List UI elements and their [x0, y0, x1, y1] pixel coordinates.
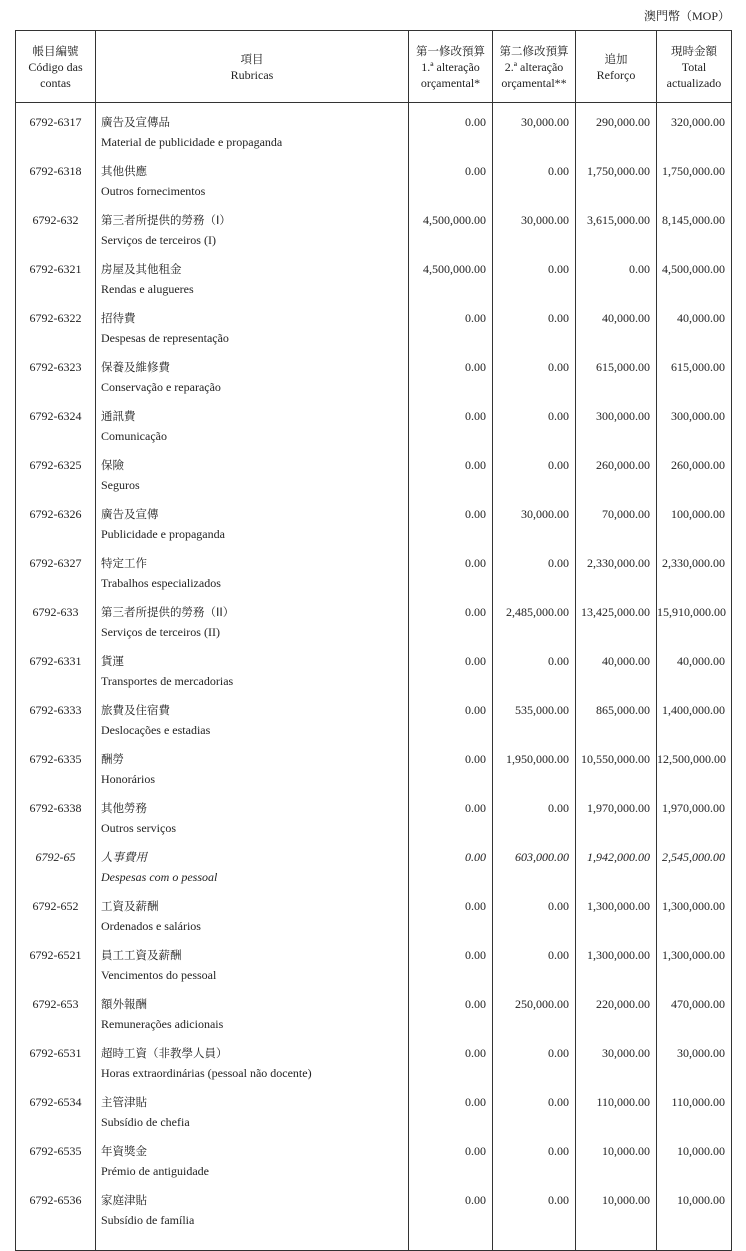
- alteration-2-value: 535,000.00: [493, 691, 576, 740]
- table-row: [16, 495, 732, 544]
- account-code: 6792-6335: [16, 740, 96, 789]
- table-row: [16, 887, 732, 936]
- rubric-pt: Despesas com o pessoal: [101, 870, 218, 884]
- rubric-zh: 其他勞務: [101, 801, 147, 815]
- rubric-zh: 保險: [101, 458, 124, 472]
- account-code: 6792-6535: [16, 1132, 96, 1181]
- table-row: [16, 789, 732, 838]
- reforco-value: 290,000.00: [576, 103, 657, 153]
- alteration-1-value: 0.00: [409, 544, 493, 593]
- alteration-1-value: 0.00: [409, 593, 493, 642]
- rubric-pt: Subsídio de família: [101, 1213, 195, 1227]
- rubric-cell: [96, 740, 409, 789]
- alteration-1-value: 0.00: [409, 985, 493, 1034]
- reforco-value: 1,750,000.00: [576, 152, 657, 201]
- rubric-cell: [96, 1083, 409, 1132]
- table-row: [16, 103, 732, 153]
- rubric-cell: [96, 250, 409, 299]
- account-code: 6792-6317: [16, 103, 96, 153]
- header-total-zh: 現時金額: [671, 43, 717, 58]
- rubric-zh: 房屋及其他租金: [101, 262, 182, 276]
- account-code: 6792-6323: [16, 348, 96, 397]
- header-alt1: [409, 31, 493, 103]
- reforco-value: 110,000.00: [576, 1083, 657, 1132]
- rubric-cell: [96, 1181, 409, 1230]
- alteration-1-value: 0.00: [409, 789, 493, 838]
- total-value: 470,000.00: [657, 985, 732, 1034]
- header-code-zh: 帳目編號: [32, 43, 79, 58]
- reforco-value: 10,000.00: [576, 1181, 657, 1230]
- total-value: 40,000.00: [657, 299, 732, 348]
- account-code: 6792-6321: [16, 250, 96, 299]
- rubric-pt: Conservação e reparação: [101, 380, 221, 394]
- alteration-2-value: 0.00: [493, 1083, 576, 1132]
- reforco-value: 1,300,000.00: [576, 936, 657, 985]
- reforco-value: 220,000.00: [576, 985, 657, 1034]
- alteration-2-value: 0.00: [493, 1181, 576, 1230]
- alteration-1-value: 0.00: [409, 348, 493, 397]
- table-row: [16, 348, 732, 397]
- rubric-zh: 保養及維修費: [101, 360, 170, 374]
- rubric-pt: Remunerações adicionais: [101, 1017, 224, 1031]
- total-value: 40,000.00: [657, 642, 732, 691]
- rubric-zh: 第三者所提供的勞務（I）: [101, 213, 231, 227]
- rubric-zh: 招待費: [101, 311, 136, 325]
- alteration-2-value: 0.00: [493, 250, 576, 299]
- total-value: 1,300,000.00: [657, 936, 732, 985]
- total-value: 260,000.00: [657, 446, 732, 495]
- rubric-pt: Subsídio de chefia: [101, 1115, 190, 1129]
- total-value: 12,500,000.00: [657, 740, 732, 789]
- rubric-pt: Serviços de terceiros (I): [101, 233, 216, 247]
- rubric-pt: Comunicação: [101, 429, 167, 443]
- reforco-value: 2,330,000.00: [576, 544, 657, 593]
- total-value: 100,000.00: [657, 495, 732, 544]
- rubric-zh: 主管津貼: [101, 1095, 147, 1109]
- header-reforco-zh: 追加: [604, 51, 628, 66]
- reforco-value: 0.00: [576, 250, 657, 299]
- alteration-1-value: 0.00: [409, 936, 493, 985]
- rubric-cell: [96, 1034, 409, 1083]
- table-row: [16, 642, 732, 691]
- reforco-value: 40,000.00: [576, 299, 657, 348]
- rubric-pt: Outros fornecimentos: [101, 184, 206, 198]
- rubric-cell: [96, 642, 409, 691]
- header-alt2-pt2: orçamental**: [501, 75, 567, 90]
- rubric-cell: [96, 103, 409, 153]
- rubric-zh: 人事費用: [101, 850, 147, 864]
- account-code: 6792-6534: [16, 1083, 96, 1132]
- table-body: [16, 103, 732, 1251]
- reforco-value: 1,300,000.00: [576, 887, 657, 936]
- reforco-value: 260,000.00: [576, 446, 657, 495]
- account-code: 6792-6324: [16, 397, 96, 446]
- alteration-2-value: 250,000.00: [493, 985, 576, 1034]
- total-value: 10,000.00: [657, 1132, 732, 1181]
- table-row: [16, 1132, 732, 1181]
- rubric-zh: 貨運: [101, 654, 124, 668]
- rubric-cell: [96, 936, 409, 985]
- rubric-cell: [96, 691, 409, 740]
- rubric-zh: 旅費及住宿費: [101, 703, 170, 717]
- table-row: [16, 201, 732, 250]
- table-bottom-band: [16, 1230, 732, 1251]
- rubric-pt: Seguros: [101, 478, 140, 492]
- header-alt2-pt1: 2.ª alteração: [504, 59, 564, 74]
- account-code: 6792-6521: [16, 936, 96, 985]
- table-row: [16, 985, 732, 1034]
- alteration-1-value: 0.00: [409, 887, 493, 936]
- rubric-cell: [96, 1132, 409, 1181]
- account-code: 6792-6536: [16, 1181, 96, 1230]
- rubric-pt: Despesas de representação: [101, 331, 229, 345]
- total-value: 15,910,000.00: [657, 593, 732, 642]
- alteration-1-value: 0.00: [409, 740, 493, 789]
- rubric-pt: Rendas e alugueres: [101, 282, 194, 296]
- header-code: [16, 31, 96, 103]
- reforco-value: 70,000.00: [576, 495, 657, 544]
- table-row: [16, 1034, 732, 1083]
- alteration-1-value: 0.00: [409, 838, 493, 887]
- reforco-value: 13,425,000.00: [576, 593, 657, 642]
- rubric-cell: [96, 299, 409, 348]
- reforco-value: 1,970,000.00: [576, 789, 657, 838]
- alteration-1-value: 0.00: [409, 1034, 493, 1083]
- rubric-zh: 第三者所提供的勞務（II）: [101, 605, 235, 619]
- alteration-1-value: 0.00: [409, 397, 493, 446]
- reforco-value: 300,000.00: [576, 397, 657, 446]
- rubric-cell: [96, 985, 409, 1034]
- reforco-value: 865,000.00: [576, 691, 657, 740]
- alteration-2-value: 0.00: [493, 544, 576, 593]
- alteration-2-value: 0.00: [493, 887, 576, 936]
- account-code: 6792-6325: [16, 446, 96, 495]
- alteration-2-value: 30,000.00: [493, 495, 576, 544]
- rubric-cell: [96, 397, 409, 446]
- table-row: [16, 838, 732, 887]
- table-row: [16, 250, 732, 299]
- table-row: [16, 299, 732, 348]
- rubric-cell: [96, 838, 409, 887]
- alteration-1-value: 0.00: [409, 103, 493, 153]
- rubric-cell: [96, 495, 409, 544]
- account-code: 6792-6331: [16, 642, 96, 691]
- total-value: 10,000.00: [657, 1181, 732, 1230]
- table-row: [16, 397, 732, 446]
- rubric-zh: 廣告及宣傳: [101, 507, 159, 521]
- table-row: [16, 936, 732, 985]
- header-reforco: [576, 31, 657, 103]
- alteration-2-value: 0.00: [493, 152, 576, 201]
- reforco-value: 1,942,000.00: [576, 838, 657, 887]
- account-code: 6792-6338: [16, 789, 96, 838]
- table-row: [16, 691, 732, 740]
- rubric-cell: [96, 446, 409, 495]
- alteration-2-value: 0.00: [493, 299, 576, 348]
- alteration-1-value: 0.00: [409, 1132, 493, 1181]
- total-value: 2,545,000.00: [657, 838, 732, 887]
- header-code-pt2: contas: [40, 75, 71, 90]
- rubric-zh: 酬勞: [101, 752, 124, 766]
- reforco-value: 615,000.00: [576, 348, 657, 397]
- rubric-zh: 家庭津貼: [101, 1193, 147, 1207]
- alteration-1-value: 0.00: [409, 446, 493, 495]
- rubric-zh: 額外報酬: [101, 997, 147, 1011]
- account-code: 6792-633: [16, 593, 96, 642]
- table-header-row: [16, 31, 732, 103]
- alteration-2-value: 30,000.00: [493, 103, 576, 153]
- total-value: 30,000.00: [657, 1034, 732, 1083]
- table-row: [16, 446, 732, 495]
- alteration-1-value: 0.00: [409, 642, 493, 691]
- header-code-pt1: Código das: [28, 59, 83, 74]
- reforco-value: 10,550,000.00: [576, 740, 657, 789]
- table-row: [16, 593, 732, 642]
- rubric-pt: Transportes de mercadorias: [101, 674, 234, 688]
- table-row: [16, 1181, 732, 1230]
- rubric-pt: Serviços de terceiros (II): [101, 625, 220, 639]
- rubric-zh: 超時工資（非教學人員）: [101, 1046, 228, 1060]
- alteration-2-value: 603,000.00: [493, 838, 576, 887]
- rubric-zh: 特定工作: [101, 556, 147, 570]
- reforco-value: 10,000.00: [576, 1132, 657, 1181]
- table-row: [16, 544, 732, 593]
- rubric-pt: Deslocações e estadias: [101, 723, 211, 737]
- alteration-1-value: 4,500,000.00: [409, 201, 493, 250]
- total-value: 4,500,000.00: [657, 250, 732, 299]
- rubric-zh: 廣告及宣傳品: [101, 115, 170, 129]
- header-alt1-pt2: orçamental*: [420, 75, 481, 90]
- rubric-pt: Material de publicidade e propaganda: [101, 135, 283, 149]
- rubric-pt: Prémio de antiguidade: [101, 1164, 209, 1178]
- rubric-zh: 年資獎金: [101, 1144, 147, 1158]
- account-code: 6792-653: [16, 985, 96, 1034]
- rubric-pt: Trabalhos especializados: [101, 576, 221, 590]
- table-row: [16, 152, 732, 201]
- alteration-1-value: 0.00: [409, 1083, 493, 1132]
- rubric-cell: [96, 789, 409, 838]
- rubric-cell: [96, 887, 409, 936]
- rubric-pt: Outros serviços: [101, 821, 176, 835]
- rubric-cell: [96, 152, 409, 201]
- account-code: 6792-6327: [16, 544, 96, 593]
- total-value: 1,750,000.00: [657, 152, 732, 201]
- table-row: [16, 1083, 732, 1132]
- total-value: 615,000.00: [657, 348, 732, 397]
- total-value: 2,330,000.00: [657, 544, 732, 593]
- header-alt1-pt1: 1.ª alteração: [421, 59, 480, 74]
- total-value: 8,145,000.00: [657, 201, 732, 250]
- alteration-2-value: 0.00: [493, 348, 576, 397]
- account-code: 6792-65: [16, 838, 96, 887]
- alteration-2-value: 0.00: [493, 936, 576, 985]
- alteration-1-value: 0.00: [409, 1181, 493, 1230]
- currency-note: 澳門幣（MOP）: [643, 9, 730, 23]
- total-value: 320,000.00: [657, 103, 732, 153]
- alteration-1-value: 0.00: [409, 495, 493, 544]
- alteration-2-value: 1,950,000.00: [493, 740, 576, 789]
- rubric-cell: [96, 544, 409, 593]
- alteration-1-value: 0.00: [409, 299, 493, 348]
- alteration-2-value: 0.00: [493, 1034, 576, 1083]
- alteration-1-value: 4,500,000.00: [409, 250, 493, 299]
- reforco-value: 3,615,000.00: [576, 201, 657, 250]
- account-code: 6792-6531: [16, 1034, 96, 1083]
- alteration-2-value: 30,000.00: [493, 201, 576, 250]
- reforco-value: 40,000.00: [576, 642, 657, 691]
- alteration-2-value: 0.00: [493, 1132, 576, 1181]
- alteration-2-value: 0.00: [493, 642, 576, 691]
- header-alt1-zh: 第一修改預算: [416, 43, 485, 58]
- total-value: 110,000.00: [657, 1083, 732, 1132]
- rubric-zh: 員工工資及薪酬: [101, 948, 182, 962]
- header-alt2: [493, 31, 576, 103]
- rubric-cell: [96, 201, 409, 250]
- alteration-2-value: 0.00: [493, 446, 576, 495]
- total-value: 1,300,000.00: [657, 887, 732, 936]
- rubric-pt: Publicidade e propaganda: [101, 527, 225, 541]
- rubric-pt: Honorários: [101, 772, 155, 786]
- alteration-1-value: 0.00: [409, 691, 493, 740]
- header-alt2-zh: 第二修改預算: [499, 43, 569, 58]
- header-rubric-zh: 項目: [240, 51, 264, 66]
- rubric-zh: 工資及薪酬: [101, 899, 159, 913]
- alteration-1-value: 0.00: [409, 152, 493, 201]
- rubric-zh: 通訊費: [101, 409, 136, 423]
- account-code: 6792-6333: [16, 691, 96, 740]
- reforco-value: 30,000.00: [576, 1034, 657, 1083]
- budget-table: [15, 30, 732, 1251]
- account-code: 6792-652: [16, 887, 96, 936]
- rubric-cell: [96, 593, 409, 642]
- rubric-zh: 其他供應: [101, 164, 147, 178]
- rubric-pt: Ordenados e salários: [101, 919, 201, 933]
- total-value: 1,400,000.00: [657, 691, 732, 740]
- header-rubric-pt: Rubricas: [230, 67, 274, 82]
- header-reforco-pt: Reforço: [596, 67, 636, 82]
- rubric-pt: Horas extraordinárias (pessoal não docente): [101, 1066, 312, 1080]
- rubric-cell: [96, 348, 409, 397]
- table-row: [16, 740, 732, 789]
- total-value: 300,000.00: [657, 397, 732, 446]
- header-rubric: [96, 31, 409, 103]
- alteration-2-value: 0.00: [493, 789, 576, 838]
- header-total-pt1: Total: [681, 59, 707, 74]
- account-code: 6792-6322: [16, 299, 96, 348]
- alteration-2-value: 0.00: [493, 397, 576, 446]
- rubric-pt: Vencimentos do pessoal: [101, 968, 217, 982]
- account-code: 6792-6326: [16, 495, 96, 544]
- total-value: 1,970,000.00: [657, 789, 732, 838]
- account-code: 6792-6318: [16, 152, 96, 201]
- header-total-pt2: actualizado: [666, 75, 722, 90]
- header-total: [657, 31, 732, 103]
- account-code: 6792-632: [16, 201, 96, 250]
- alteration-2-value: 2,485,000.00: [493, 593, 576, 642]
